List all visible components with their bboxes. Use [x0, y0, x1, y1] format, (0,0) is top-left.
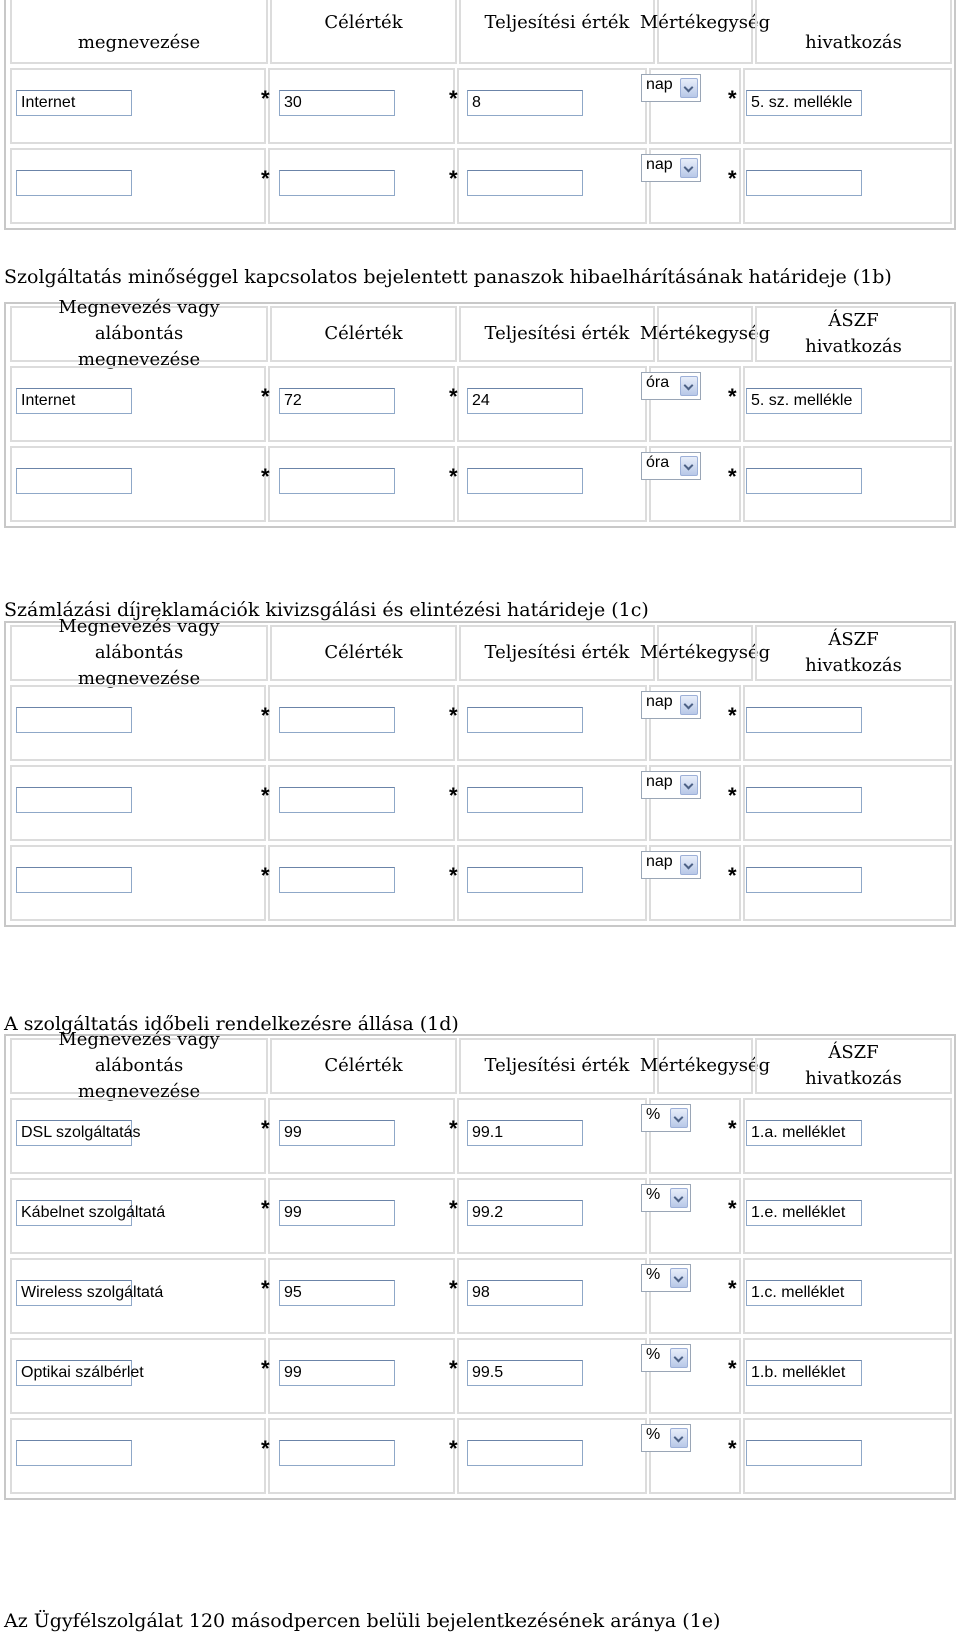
chevron-down-icon[interactable] [680, 78, 698, 98]
indicator-table-body [8, 1029, 952, 1496]
actual-value-input[interactable] [467, 170, 583, 196]
required-asterisk: * [261, 703, 270, 728]
column-header-label: ÁSZF hivatkozás [805, 310, 902, 357]
unit-select[interactable] [641, 74, 701, 102]
indicator-table-body [8, 297, 952, 524]
target-value-input[interactable] [279, 1440, 395, 1466]
required-asterisk: * [261, 1276, 270, 1301]
actual-value-input[interactable]: 98 [467, 1280, 583, 1306]
aszf-reference-input[interactable]: 5. sz. mellékle [746, 90, 862, 116]
required-asterisk: * [261, 1436, 270, 1461]
required-asterisk: * [728, 1196, 737, 1221]
unit-select[interactable] [641, 372, 701, 400]
required-asterisk: * [261, 464, 270, 489]
column-header-label: megnevezése [77, 32, 201, 53]
column-header-label: ÁSZF hivatkozás [805, 629, 902, 676]
required-asterisk: * [728, 703, 737, 728]
column-header-label: Mértékegység [639, 1055, 771, 1076]
aszf-reference-input[interactable] [746, 707, 862, 733]
actual-value-input[interactable] [467, 707, 583, 733]
table-row [8, 685, 952, 761]
name-input[interactable]: Internet [16, 90, 132, 116]
column-header-actual [459, 0, 655, 64]
table-row [8, 148, 952, 224]
actual-value-input[interactable] [467, 468, 583, 494]
table-row [8, 1098, 952, 1174]
column-header-label: ÁSZF hivatkozás [805, 1042, 902, 1089]
name-input[interactable]: Kábelnet szolgáltatá [16, 1200, 132, 1226]
unit-select-value: % [646, 1186, 661, 1203]
actual-value-input[interactable] [467, 867, 583, 893]
chevron-down-icon[interactable] [670, 1108, 688, 1128]
required-asterisk: * [728, 863, 737, 888]
unit-select[interactable] [641, 452, 701, 480]
unit-select[interactable] [641, 1424, 691, 1452]
column-header-ref [755, 0, 952, 64]
aszf-reference-input[interactable]: 1.c. melléklet [746, 1280, 862, 1306]
column-header-name [10, 616, 268, 689]
unit-select[interactable] [641, 851, 701, 879]
unit-select[interactable] [641, 1104, 691, 1132]
required-asterisk: * [449, 703, 458, 728]
required-asterisk: * [449, 1276, 458, 1301]
indicator-table-body [8, 0, 952, 226]
unit-select-value: óra [646, 454, 670, 471]
aszf-reference-input[interactable]: 5. sz. mellékle [746, 388, 862, 414]
name-input[interactable] [16, 170, 132, 196]
column-header-unit [639, 0, 771, 64]
column-header-label: Célérték [324, 642, 403, 663]
column-header-unit [639, 625, 771, 681]
column-header-label: Megnevezés vagy alábontás megnevezése [58, 616, 220, 689]
aszf-reference-input[interactable]: 1.e. melléklet [746, 1200, 862, 1226]
unit-select-value: % [646, 1346, 661, 1363]
table-row [8, 845, 952, 921]
required-asterisk: * [449, 863, 458, 888]
column-header-label: Célérték [324, 1055, 403, 1076]
unit-select[interactable] [641, 691, 701, 719]
unit-select-value: óra [646, 374, 670, 391]
unit-select[interactable] [641, 1184, 691, 1212]
column-header-target [270, 1038, 457, 1094]
column-header-label: Mértékegység [639, 323, 771, 344]
target-value-input[interactable] [279, 867, 395, 893]
required-asterisk: * [261, 384, 270, 409]
target-value-input[interactable] [279, 468, 395, 494]
chevron-down-icon[interactable] [670, 1428, 688, 1448]
name-input[interactable] [16, 867, 132, 893]
required-asterisk: * [449, 783, 458, 808]
required-asterisk: * [449, 1196, 458, 1221]
section-title: Az Ügyfélszolgálat 120 másodpercen belüli bejelentkezésének aránya (1e) [4, 1610, 721, 1632]
name-input[interactable]: DSL szolgáltatás [16, 1120, 132, 1146]
required-asterisk: * [449, 1436, 458, 1461]
actual-value-input[interactable] [467, 1440, 583, 1466]
chevron-down-icon[interactable] [680, 855, 698, 875]
column-header-label: hivatkozás [805, 32, 902, 53]
column-header-label: Teljesítési érték [484, 12, 630, 33]
indicator-table [4, 1029, 956, 1500]
target-value-input[interactable] [279, 707, 395, 733]
aszf-reference-input[interactable] [746, 1440, 862, 1466]
name-input[interactable]: Optikai szálbérlet [16, 1360, 132, 1386]
column-header-ref [755, 625, 952, 681]
required-asterisk: * [728, 86, 737, 111]
unit-select-value: % [646, 1106, 661, 1123]
target-value-input[interactable]: 30 [279, 90, 395, 116]
actual-value-input[interactable]: 24 [467, 388, 583, 414]
chevron-down-icon[interactable] [670, 1348, 688, 1368]
indicator-table [4, 616, 956, 927]
column-header-label: Célérték [324, 12, 403, 33]
required-asterisk: * [449, 1356, 458, 1381]
chevron-down-icon[interactable] [680, 376, 698, 396]
name-input[interactable] [16, 1440, 132, 1466]
actual-value-input[interactable] [467, 787, 583, 813]
aszf-reference-input[interactable] [746, 787, 862, 813]
unit-select-value: nap [646, 76, 673, 93]
table-row [8, 68, 952, 144]
chevron-down-icon[interactable] [680, 775, 698, 795]
required-asterisk: * [728, 384, 737, 409]
chevron-down-icon[interactable] [680, 695, 698, 715]
column-header-unit [639, 1038, 771, 1094]
column-header-name [10, 0, 268, 64]
unit-select[interactable] [641, 771, 701, 799]
name-input[interactable]: Wireless szolgáltatá [16, 1280, 132, 1306]
target-value-input[interactable]: 72 [279, 388, 395, 414]
unit-select-value: nap [646, 156, 673, 173]
required-asterisk: * [449, 384, 458, 409]
unit-select[interactable] [641, 154, 701, 182]
indicator-table-body [8, 616, 952, 923]
unit-select-value: nap [646, 693, 673, 710]
column-header-label: Megnevezés vagy alábontás megnevezése [58, 1029, 220, 1102]
indicator-table [4, 0, 956, 230]
column-header-name [10, 1029, 268, 1102]
required-asterisk: * [261, 863, 270, 888]
required-asterisk: * [261, 1196, 270, 1221]
column-header-label: Teljesítési érték [484, 1055, 630, 1076]
column-header-unit [639, 306, 771, 362]
aszf-reference-input[interactable] [746, 170, 862, 196]
name-input[interactable]: Internet [16, 388, 132, 414]
required-asterisk: * [728, 464, 737, 489]
indicator-table [4, 297, 956, 528]
required-asterisk: * [728, 166, 737, 191]
table-row [8, 446, 952, 522]
column-header-label: Mértékegység [639, 642, 771, 663]
name-input[interactable] [16, 468, 132, 494]
section-title: Szolgáltatás minőséggel kapcsolatos bejelentett panaszok hibaelhárításának határideje (1b) [4, 266, 892, 288]
aszf-reference-input[interactable] [746, 468, 862, 494]
required-asterisk: * [728, 1116, 737, 1141]
column-header-ref [755, 1038, 952, 1094]
column-header-ref [755, 306, 952, 362]
table-row [8, 1418, 952, 1494]
required-asterisk: * [261, 1116, 270, 1141]
required-asterisk: * [449, 166, 458, 191]
chevron-down-icon[interactable] [680, 158, 698, 178]
column-header-target [270, 0, 457, 64]
target-value-input[interactable] [279, 787, 395, 813]
table-row [8, 1178, 952, 1254]
required-asterisk: * [261, 783, 270, 808]
aszf-reference-input[interactable]: 1.a. melléklet [746, 1120, 862, 1146]
target-value-input[interactable]: 99 [279, 1360, 395, 1386]
required-asterisk: * [728, 1436, 737, 1461]
chevron-down-icon[interactable] [670, 1188, 688, 1208]
actual-value-input[interactable]: 8 [467, 90, 583, 116]
column-header-label: Teljesítési érték [484, 323, 630, 344]
unit-select-value: nap [646, 853, 673, 870]
required-asterisk: * [728, 783, 737, 808]
section-title: A szolgáltatás időbeli rendelkezésre állása (1d) [4, 1013, 459, 1035]
name-input[interactable] [16, 707, 132, 733]
unit-select-value: nap [646, 773, 673, 790]
table-row [8, 1338, 952, 1414]
required-asterisk: * [449, 1116, 458, 1141]
table-row [8, 765, 952, 841]
required-asterisk: * [261, 1356, 270, 1381]
column-header-target [270, 306, 457, 362]
column-header-label: Célérték [324, 323, 403, 344]
chevron-down-icon[interactable] [680, 456, 698, 476]
target-value-input[interactable]: 95 [279, 1280, 395, 1306]
required-asterisk: * [728, 1276, 737, 1301]
required-asterisk: * [261, 166, 270, 191]
column-header-target [270, 625, 457, 681]
unit-select[interactable] [641, 1264, 691, 1292]
table-row [8, 366, 952, 442]
required-asterisk: * [449, 464, 458, 489]
aszf-reference-input[interactable] [746, 867, 862, 893]
column-header-actual [459, 1038, 655, 1094]
required-asterisk: * [728, 1356, 737, 1381]
column-header-label: Megnevezés vagy alábontás megnevezése [58, 297, 220, 370]
required-asterisk: * [449, 86, 458, 111]
column-header-label: Mértékegység [639, 12, 771, 33]
unit-select[interactable] [641, 1344, 691, 1372]
actual-value-input[interactable]: 99.2 [467, 1200, 583, 1226]
target-value-input[interactable]: 99 [279, 1200, 395, 1226]
target-value-input[interactable] [279, 170, 395, 196]
unit-select-value: % [646, 1426, 661, 1443]
required-asterisk: * [261, 86, 270, 111]
target-value-input[interactable]: 99 [279, 1120, 395, 1146]
name-input[interactable] [16, 787, 132, 813]
actual-value-input[interactable]: 99.1 [467, 1120, 583, 1146]
column-header-actual [459, 306, 655, 362]
column-header-label: Teljesítési érték [484, 642, 630, 663]
column-header-name [10, 297, 268, 370]
chevron-down-icon[interactable] [670, 1268, 688, 1288]
column-header-actual [459, 625, 655, 681]
actual-value-input[interactable]: 99.5 [467, 1360, 583, 1386]
section-title: Számlázási díjreklamációk kivizsgálási és elintézési határideje (1c) [4, 599, 649, 621]
aszf-reference-input[interactable]: 1.b. melléklet [746, 1360, 862, 1386]
table-row [8, 1258, 952, 1334]
unit-select-value: % [646, 1266, 661, 1283]
